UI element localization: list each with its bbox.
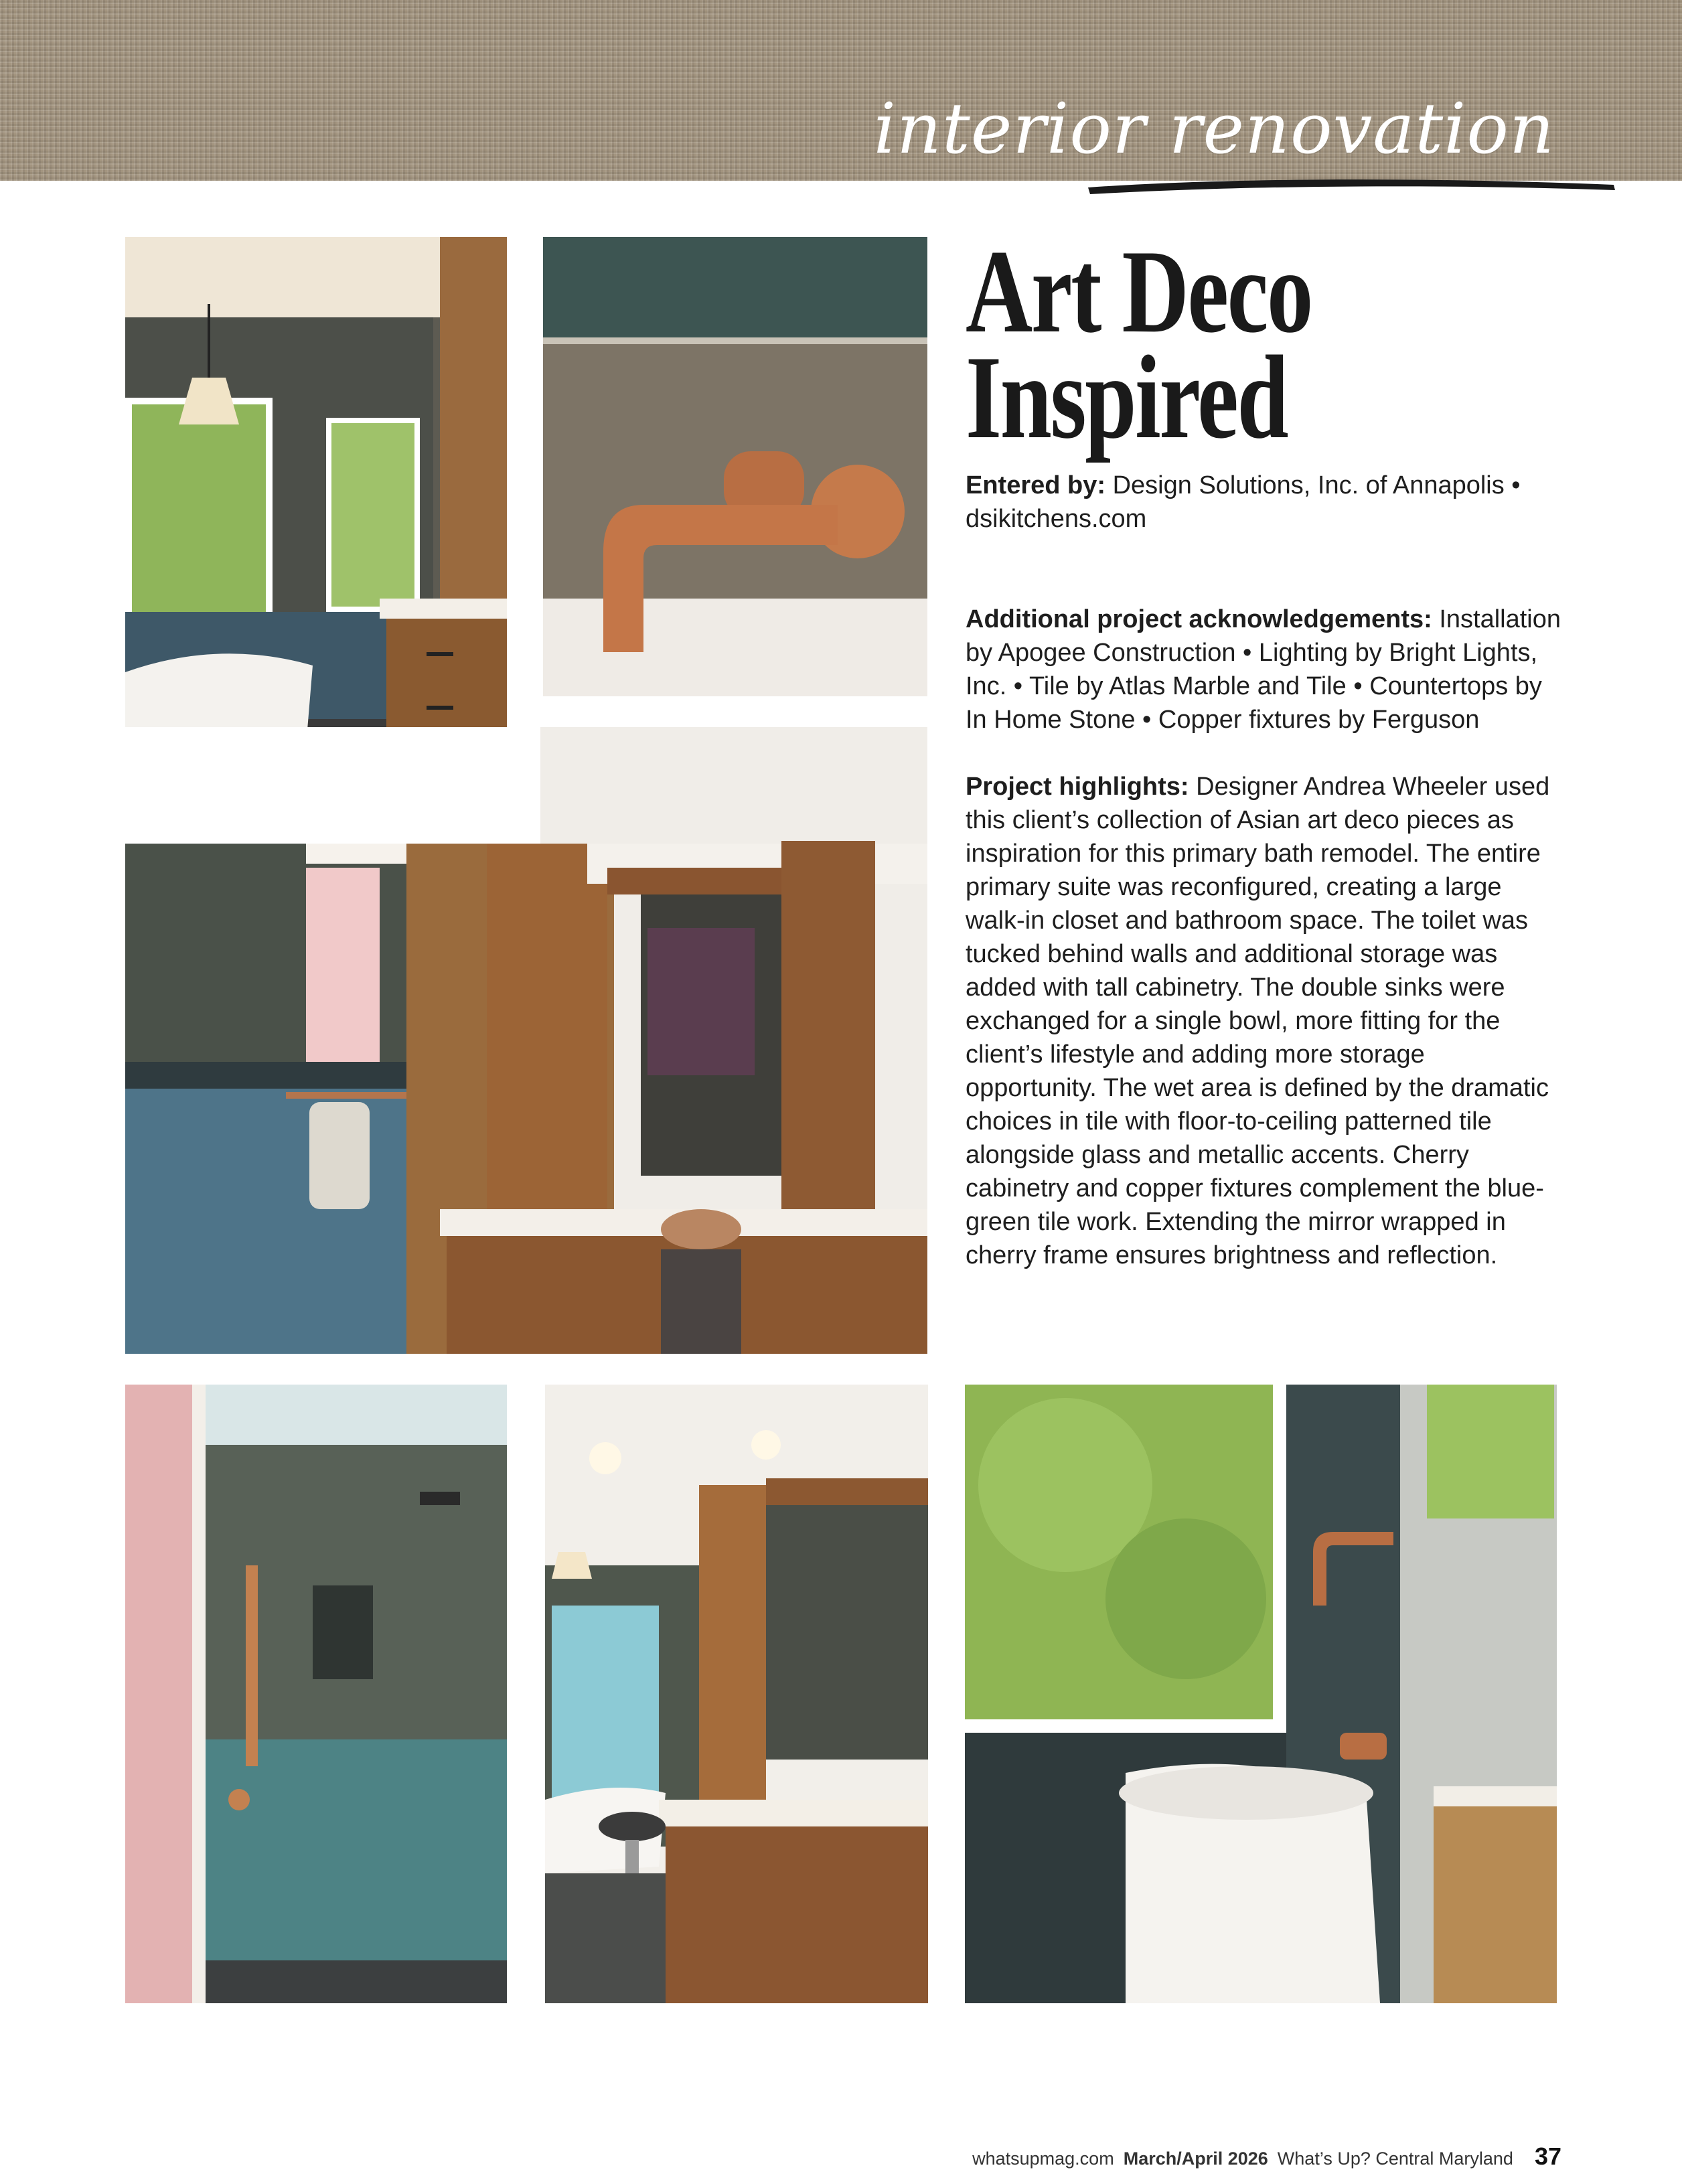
swoosh-underline: [1085, 173, 1620, 200]
highlights-paragraph: [966, 770, 1561, 1272]
footer-issue: March/April 2026: [1123, 2149, 1268, 2169]
photo-bathtub-window-vanity: [125, 237, 507, 809]
acknowledgements-label: Additional project acknowledgements:: [966, 605, 1432, 633]
article-title-line2: Inspired: [966, 331, 1288, 463]
highlights-text: Designer Andrea Wheeler used this client’s collection of Asian art deco pieces as inspiration for this primary bath remodel. The entire primary suite was reconfigured, creating a large walk-in closet and bathroom space. The toilet was tucked behind walls and additional storage was added with tall cabinetry. The double sinks were exchanged for a single bowl, more fitting for the client’s lifestyle and adding more storage opportunity. The wet area is defined by the dramatic choices in tile with floor-to-ceiling patterned tile alongside glass and metallic accents. Cherry cabinetry and copper fixtures complement the blue-green tile work. Extending the mirror wrapped in cherry frame ensures brightness and reflection.: [966, 773, 1550, 1269]
page-number: 37: [1534, 2142, 1561, 2170]
page-footer: [972, 2142, 1561, 2171]
photo-walk-in-shower: [125, 1385, 507, 2003]
acknowledgements-text: Installation by Apogee Construction • Lighting by Bright Lights, Inc. • Tile by Atlas Marble and Tile • Countertops by In Home Stone • Copper fixtures by Ferguson: [966, 605, 1561, 734]
entered-by-text: Design Solutions, Inc. of Annapolis • dsikitchens.com: [966, 471, 1521, 533]
entered-by-label: Entered by:: [966, 471, 1106, 499]
photo-tub-filler-window: [965, 1385, 1557, 2003]
section-tag: interior renovation: [873, 88, 1555, 169]
highlights-label: Project highlights:: [966, 773, 1189, 801]
article-title: [966, 225, 1488, 463]
article-title-line1: Art Deco: [966, 225, 1312, 358]
photo-copper-faucet: [543, 237, 927, 696]
photo-full-bathroom-view: [545, 1385, 928, 2003]
footer-publication: What’s Up? Central Maryland: [1277, 2149, 1513, 2169]
entered-by-paragraph: [966, 469, 1561, 536]
acknowledgements-paragraph: [966, 603, 1561, 736]
photo-vanity-mirror-shower: [125, 727, 927, 1354]
footer-site: whatsupmag.com: [972, 2149, 1114, 2169]
